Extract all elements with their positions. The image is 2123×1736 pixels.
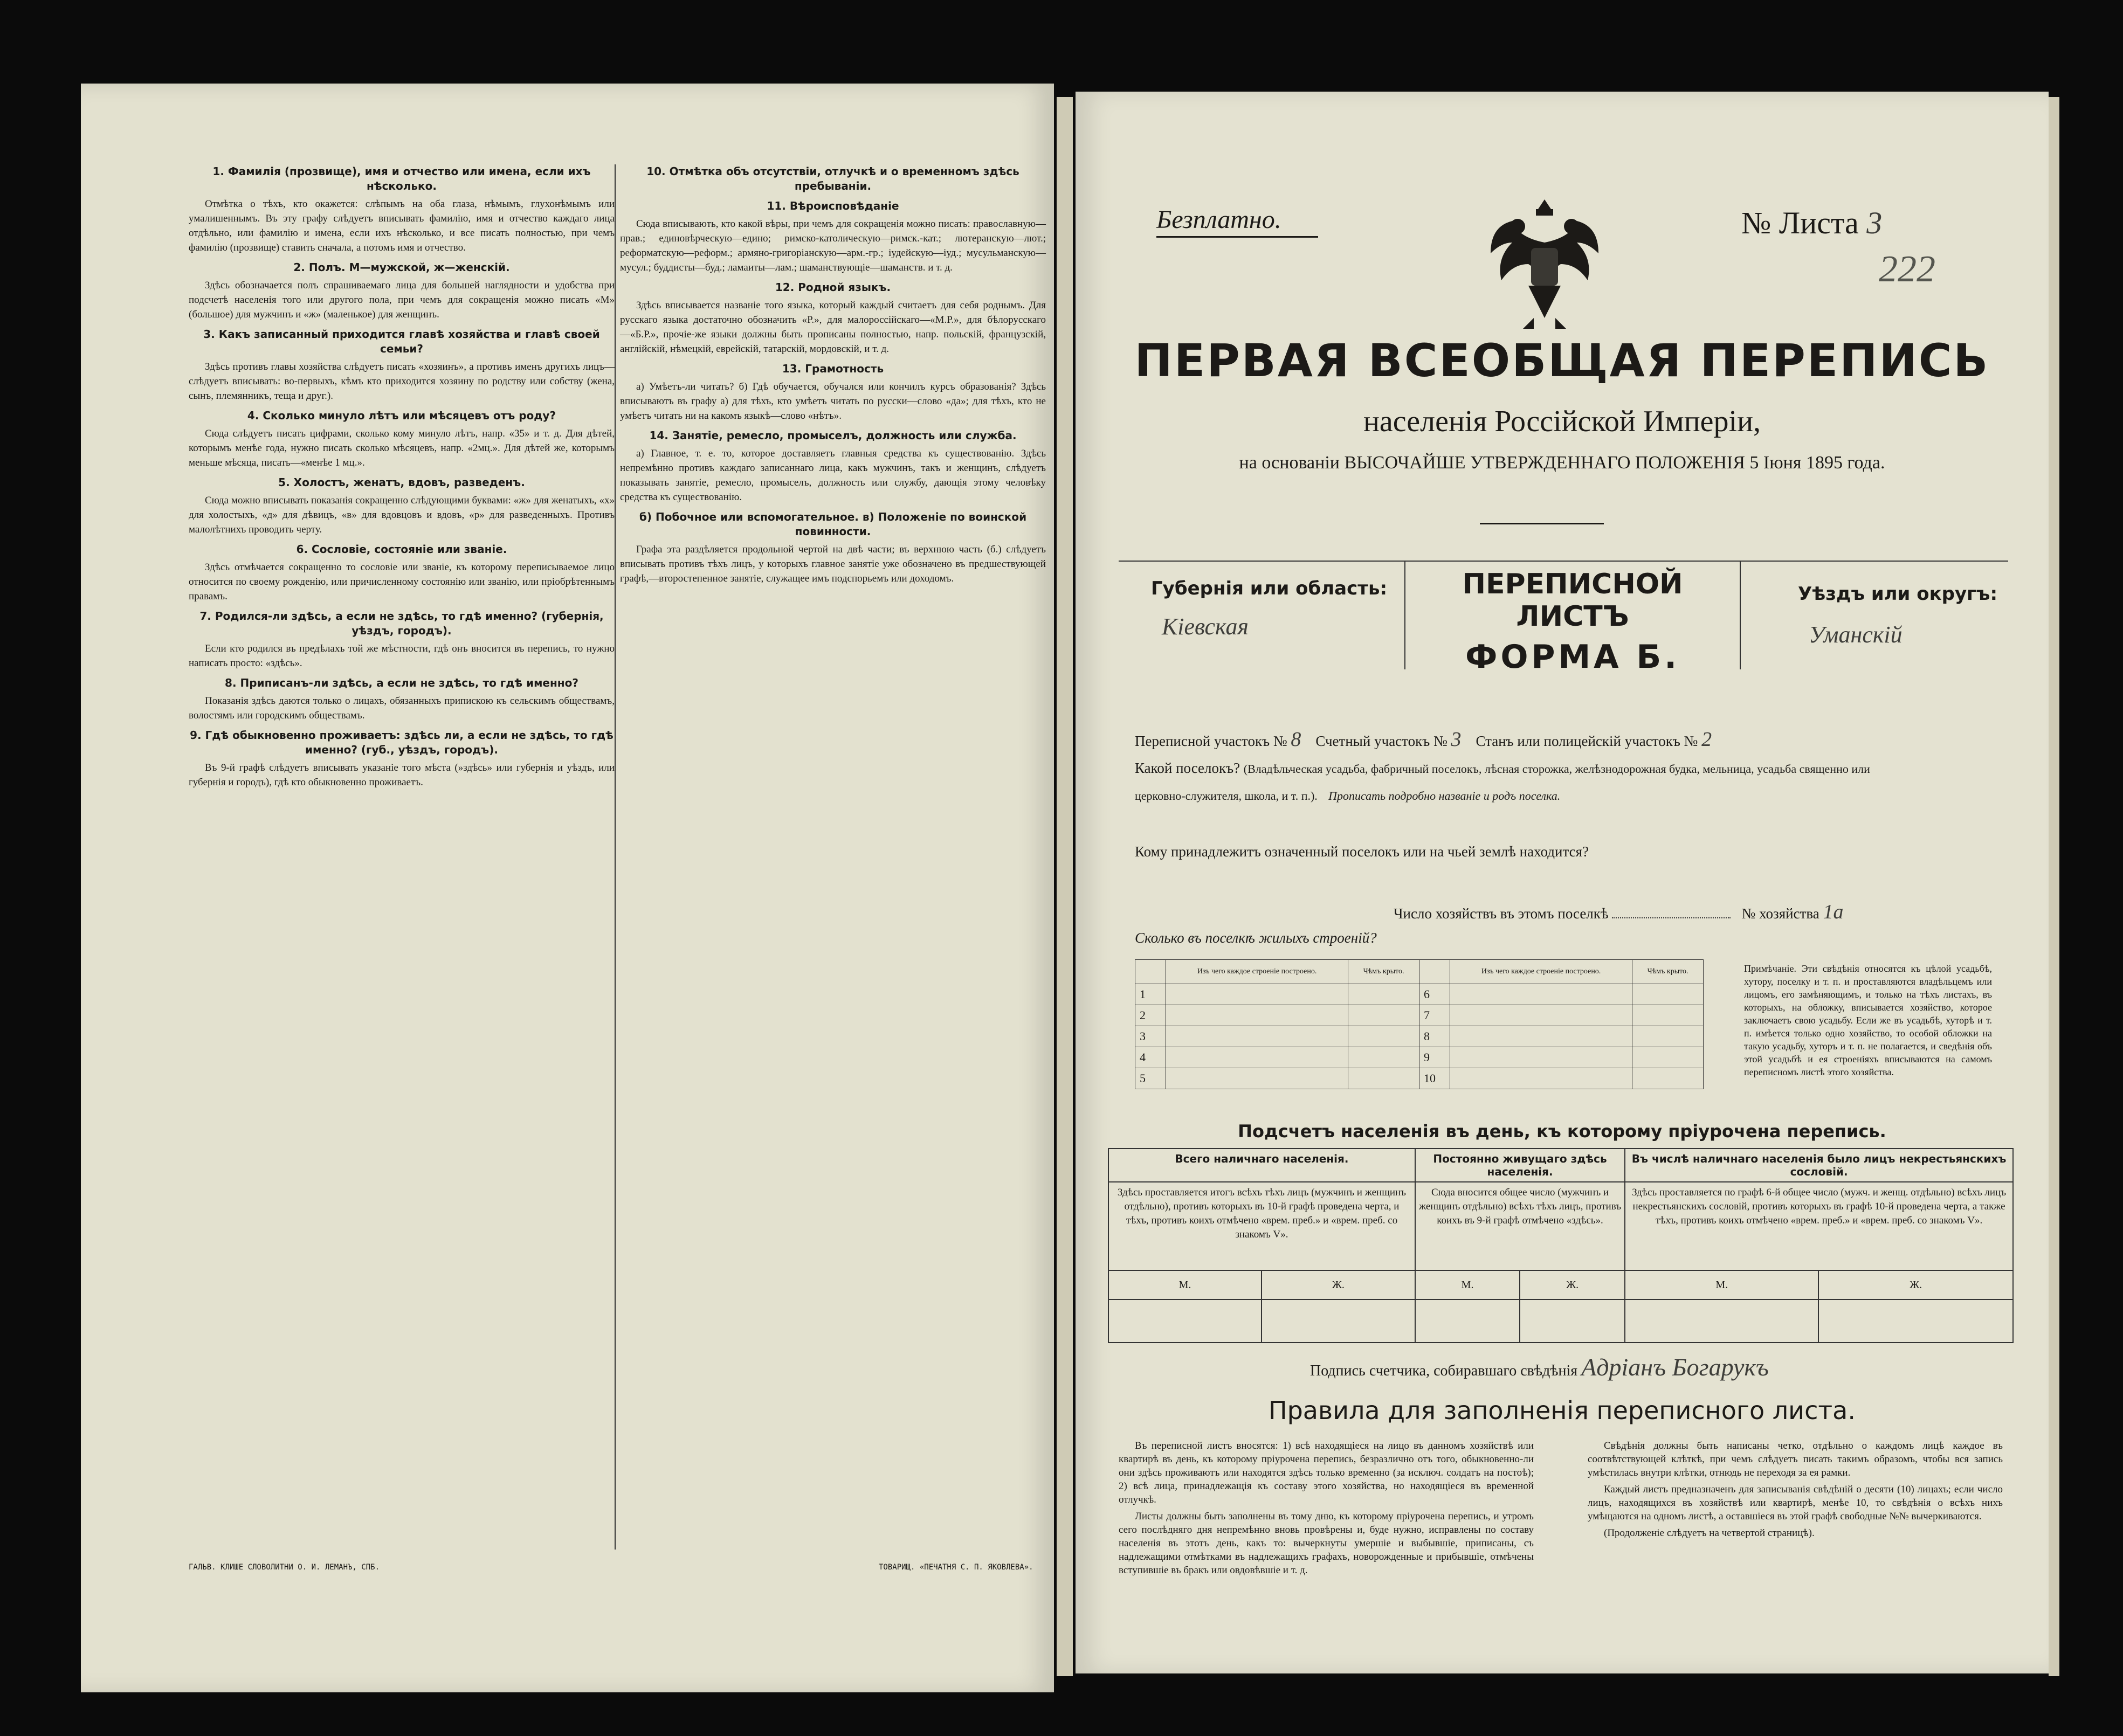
section-body: Сюда слѣдуетъ писать цифрами, сколько кому минуло лѣтъ, напр. «35» и т. д. Для дѣтей, которымъ менѣе года, нужно писать сколько мѣсяцевъ, напр. «2мц.». Для дѣтей же, которымъ меньше мѣсяца, писать—«менѣе 1 мц.». (189, 428, 615, 468)
section-heading: 3. Какъ записанный приходится главѣ хозяйства и главѣ своей семьи? (203, 328, 600, 355)
handwritten-number: 222 (1879, 248, 1935, 290)
section-body: Сюда вписывають, кто какой вѣры, при чемъ для сокращенія можно писать: православную—прав.; единовѣрческую—едино; римско-католическую—римск.-кат.; лютеранскую—лют.; реформатскую—реформ.; армяно-григоріанскую—арм.-гр.; іудейскую—іуд.; мусульманскую—мусул.; буддисты—буд.; ламаиты—лам.; шаманствующіе—шаманств. и т. д. (620, 218, 1046, 273)
section-body: Отмѣтка о тѣхъ, кто окажется: слѣпымъ на оба глаза, нѣмымъ, глухонѣмымъ или умалишеннымъ. Въ эту графу слѣдуетъ вписывать фамилію, имя и отчество каждаго лица отдѣльно, или фамилію и имена, если ихъ нѣсколько, и все писать полностью, при чемъ фамилію (прозвище) ставить сначала, а потомъ имя и отчество. (189, 198, 615, 253)
table-header: Постоянно живущаго здѣсь населенія. (1415, 1149, 1625, 1182)
census-title: ПЕРВАЯ ВСЕОБЩАЯ ПЕРЕПИСЬ (1134, 334, 1990, 387)
section-body: Показанія здѣсь даются только о лицахъ, обязанныхъ припискою къ сельскимъ обществамъ, волостямъ или городскимъ обществамъ. (189, 695, 615, 721)
left-page (81, 84, 1054, 1692)
table-cell: Ж. (1520, 1270, 1625, 1299)
buildings-line: Сколько въ поселкѣ жилыхъ строеній? (1135, 930, 1377, 946)
form-title-box (1404, 562, 1741, 676)
left-column (189, 159, 615, 794)
section-heading: 10. Отмѣтка объ отсутствіи, отлучкѣ и о временномъ здѣсь пребываніи. (646, 165, 1019, 192)
right-page (1076, 92, 2049, 1673)
double-headed-eagle-emblem (1480, 189, 1609, 334)
table-header: Въ числѣ наличнаго населенія было лицъ некрестьянскихъ сословій. (1625, 1149, 2013, 1182)
table-header: Изъ чего каждое строеніе построено. (1166, 960, 1348, 984)
census-basis: на основаніи ВЫСОЧАЙШЕ УТВЕРЖДЕННАГО ПОЛОЖЕНІЯ 5 Іюня 1895 года. (1239, 453, 1885, 473)
table-header: Чѣмъ крыто. (1632, 960, 1704, 984)
uezd-value: Уманскій (1809, 621, 1903, 648)
section-body: Здѣсь вписывается названіе того языка, который каждый считаетъ для себя роднымъ. Для русскаго языка достаточно обозначить «Р.», для малороссійскаго—«М.Р.», для бѣлорусскаго—«Б.Р.», прочіе-же языки должны быть прописаны полностью, напр. польскій, французскій, англійскій, нѣмецкій, еврейскій, татарскій, мордовскій, и т. д. (620, 300, 1046, 355)
page-edge (2049, 97, 2059, 1676)
divider (1156, 236, 1318, 238)
district-line: Переписной участокъ № 8 Счетный участокъ № 3 Станъ или полицейскій участокъ № 2 (1135, 728, 1712, 751)
rules-heading: Правила для заполненія переписного листа. (1269, 1396, 1856, 1425)
footer-right: ТОВАРИЩ. «ПЕЧАТНЯ С. П. ЯКОВЛЕВА». (879, 1563, 1033, 1572)
table-header-row (1135, 960, 1704, 984)
section-heading: 4. Сколько минуло лѣтъ или мѣсяцевъ отъ роду? (247, 409, 556, 422)
buildings-note: Примѣчаніе. Эти свѣдѣнія относятся къ цѣлой усадьбѣ, хутору, поселку и т. п. и проставляются владѣльцемъ или лицомъ, его замѣняющимъ, и только на тѣхъ листахъ, въ которыхъ, на обложку, вписывается хозяйство, которое заключаетъ свою усадьбу. Если же въ усадьбѣ, хуторѣ и т. п. имѣется только одно хозяйство, то особой обложки на такую усадьбу, хуторъ и т. п. не полагается, и сведѣнія объ этой усадьбѣ и ея строеніяхъ вписываются на самомъ переписномъ листѣ этого хозяйства. (1744, 963, 1992, 1077)
section-body: а) Умѣетъ-ли читать? б) Гдѣ обучается, обучался или кончилъ курсъ образованія? Здѣсь вписываютъ въ графу а) для тѣхъ, кто умѣетъ читать по русски—слово «да»; для тѣхъ, кто не умѣетъ читать ни на какомъ языкѣ—слово «нѣтъ». (620, 381, 1046, 421)
section-body: Если кто родился въ предѣлахъ той же мѣстности, гдѣ онъ вносится въ перепись, то нужно написать просто: «здѣсь». (189, 643, 615, 669)
rule-paragraph: Каждый листъ предназначенъ для записыванія свѣдѣній о десяти (10) лицахъ; если число лицъ, находящихся въ хозяйствѣ или квартирѣ, менѣе 10, то свѣдѣнія о всѣхъ нихъ умѣщаются на одномъ листѣ, а оставшіеся въ этой графѣ свободные №№ вычеркиваются. (1588, 1484, 2003, 1522)
section-body: Сюда можно вписывать показанія сокращенно слѣдующими буквами: «ж» для женатыхъ, «х» для холостыхъ, «д» для дѣвицъ, «в» для вдовцовъ и вдовъ, «р» для разведенныхъ. Противъ малолѣтнихъ проводить черту. (189, 495, 615, 535)
section-heading: 1. Фамилія (прозвище), имя и отчество или имена, если ихъ нѣсколько. (212, 165, 591, 192)
table-row: 5 10 (1135, 1068, 1704, 1089)
divider (1480, 523, 1604, 524)
table-cell: Сюда вносится общее число (мужчинъ и женщинъ отдѣльно) всѣхъ тѣхъ лицъ, противъ коихъ въ 9-й графѣ отмѣчено «здѣсь». (1415, 1182, 1625, 1270)
page-edge (1057, 97, 1073, 1676)
section-body: Здѣсь противъ главы хозяйства слѣдуетъ писать «хозяинъ», а противъ именъ другихъ лицъ—слѣдуетъ вписывать: во-первыхъ, кѣмъ кто приходится хозяину по родству или собству (жена, сынъ, племянникъ, теща и друг.). (189, 361, 615, 402)
uezd-label: Уѣздъ или округъ: (1798, 583, 1998, 605)
rule-paragraph: Въ переписной листъ вносятся: 1) всѣ находящіеся на лицо въ данномъ хозяйствѣ или квартирѣ въ день, къ которому пріурочена перепись, безразлично отъ того, обыкновенно-ли они здѣсь проживаютъ или находятся здѣсь только временно (за исключ. солдатъ на постоѣ); 2) всѣ лица, принадлежащія къ составу этого хозяйства, но находящіеся въ временной отлучкѣ. (1119, 1440, 1534, 1505)
rule-paragraph: Листы должны быть заполнены въ тому дню, къ которому пріурочена перепись, и утромъ сего послѣдняго дня непремѣнно вновь провѣрены и, буде нужно, исправлены по составу населенія въ этотъ день, какъ то: вычеркнуты умершіе и выбывшіе, приписаны, съ надлежащими отмѣтками въ надлежащихъ графахъ, новорожденные и прибывшіе, отмѣчены вступившіе въ бракъ или овдовѣвшіе и т. д. (1119, 1511, 1534, 1576)
table-cell: М. (1415, 1270, 1520, 1299)
rule-paragraph: (Продолженіе слѣдуетъ на четвертой страницѣ). (1604, 1527, 1815, 1539)
owner-line: Кому принадлежитъ означенный поселокъ или на чьей землѣ находится? (1135, 843, 1589, 860)
enumerator-signature: Подпись счетчика, собиравшаго свѣдѣнія Адріанъ Богарукъ (1310, 1353, 1769, 1381)
table-cell: М. (1108, 1270, 1262, 1299)
section-body: Здѣсь отмѣчается сокращенно то сословіе или званіе, къ которому переписываемое лицо относится по своему рожденію, или причисленному состоянію или званію, или пріобрѣтеннымъ правамъ. (189, 562, 615, 602)
section-body: Графа эта раздѣляется продольной чертой на двѣ части; въ верхнюю часть (б.) слѣдуетъ вписывать противъ тѣхъ лицъ, у которыхъ главное занятіе уже обозначено въ предшествующей графѣ,—второстепенное занятіе, служащее имъ подспорьемъ или доходомъ. (620, 544, 1046, 584)
table-cell: Здѣсь проставляется по графѣ 6-й общее число (мужч. и женщ. отдѣльно) всѣхъ лицъ некрестьянскихъ сословій, противъ которыхъ въ графѣ 10-й проведена черта, а также тѣхъ, противъ коихъ отмѣчено «врем. преб.» и «врем. преб. со знакомъ V». (1625, 1182, 2013, 1270)
table-cell: Здѣсь проставляется итогъ всѣхъ тѣхъ лицъ (мужчинъ и женщинъ отдѣльно), противъ которыхъ въ 10-й графѣ проведена черта, и тѣхъ, противъ коихъ отмѣчено «врем. преб.» и «врем. преб. со знакомъ V». (1108, 1182, 1415, 1270)
section-heading: 14. Занятіе, ремесло, промыселъ, должность или служба. (649, 429, 1017, 442)
section-heading: 6. Сословіе, состояніе или званіе. (296, 543, 507, 556)
table-row: 3 8 (1135, 1026, 1704, 1047)
table-row: 1 6 (1135, 984, 1704, 1005)
column-divider (615, 164, 616, 1550)
section-heading: б) Побочное или вспомогательное. в) Положеніе по воинской повинности. (639, 510, 1027, 538)
section-heading: 7. Родился-ли здѣсь, а если не здѣсь, то гдѣ именно? (губернія, уѣздъ, городъ). (199, 610, 604, 637)
form-header (1119, 561, 2008, 702)
table-header: Изъ чего каждое строеніе построено. (1450, 960, 1632, 984)
rule-paragraph: Свѣдѣнія должны быть написаны четко, отдѣльно о каждомъ лицѣ каждое въ соотвѣтствующей клѣткѣ, при чемъ слѣдуетъ писать такимъ образомъ, чтобы вся запись умѣстилась внутри клѣтки, отнюдь не переходя за ея рамки. (1588, 1440, 2003, 1478)
section-heading: 12. Родной языкъ. (775, 281, 891, 294)
settlement-line: Какой поселокъ? (Владѣльческая усадьба, фабричный поселокъ, лѣсная сторожка, желѣзнодорожная будка, мельница, усадьба священно или (1135, 760, 1870, 776)
table-header: Всего наличнаго населенія. (1108, 1149, 1415, 1182)
table-row: 2 7 (1135, 1005, 1704, 1026)
rules-right-column (1588, 1439, 2003, 1543)
census-subtitle: населенія Россійской Имперіи, (1363, 405, 1761, 438)
free-label: Безплатно. (1156, 205, 1281, 234)
table-header: Чѣмъ крыто. (1348, 960, 1419, 984)
form-title: ПЕРЕПИСНОЙ ЛИСТЪ (1462, 568, 1683, 633)
households-line: Число хозяйствъ въ этомъ поселкѣ № хозяйства 1а (1394, 901, 1844, 923)
section-heading: 2. Полъ. М—мужской, ж—женскій. (293, 261, 510, 274)
section-body: Въ 9-й графѣ слѣдуетъ вписывать указаніе того мѣста (»здѣсь» или губернія и уѣздъ, или губернія и городъ), гдѣ кто обыкновенно проживаетъ. (189, 762, 615, 788)
section-heading: 13. Грамотность (782, 362, 884, 375)
gubernia-label: Губернія или область: (1151, 578, 1388, 599)
section-heading: 11. Вѣроисповѣданіе (767, 199, 899, 212)
settlement-hint: церковно-служителя, школа, и т. п.). Прописать подробно названіе и родъ поселка. (1135, 789, 1561, 803)
form-subtitle: ФОРМА Б. (1465, 638, 1680, 676)
table-row: 4 9 (1135, 1047, 1704, 1068)
right-column (620, 159, 1046, 590)
rules-left-column (1119, 1439, 1534, 1580)
section-heading: 9. Гдѣ обыкновенно проживаетъ: здѣсь ли, а если не здѣсь, то гдѣ именно? (губ., уѣздъ, городъ). (190, 729, 614, 756)
table-cell: Ж. (1262, 1270, 1415, 1299)
buildings-table (1135, 959, 1704, 1089)
gubernia-value: Кіевская (1162, 613, 1249, 640)
population-count-heading: Подсчетъ населенія въ день, къ которому пріурочена перепись. (1238, 1121, 1886, 1142)
section-body: Здѣсь обозначается полъ спрашиваемаго лица для большей наглядности и удобства при подсчетѣ населенія того или другого пола, при чемъ для сокращенія можно писать «М» (большое) для мужчинъ и «ж» (маленькое) для женщинъ. (189, 280, 615, 320)
table-cell: Ж. (1818, 1270, 2013, 1299)
section-heading: 5. Холостъ, женатъ, вдовъ, разведенъ. (278, 476, 525, 489)
footer-left: ГАЛЬВ. КЛИШЕ СЛОВОЛИТНИ О. И. ЛЕМАНЪ, СПБ. (189, 1563, 380, 1572)
sheet-number: № Листа 3 (1741, 205, 1883, 240)
section-heading: 8. Приписанъ-ли здѣсь, а если не здѣсь, то гдѣ именно? (225, 676, 578, 689)
table-cell: М. (1625, 1270, 1818, 1299)
population-table (1108, 1148, 2014, 1343)
section-body: а) Главное, т. е. то, которое доставляетъ главныя средства къ существованію. Здѣсь непремѣнно противъ каждаго записаннаго лица, какъ мужчинъ, такъ и женщинъ, слѣдуетъ показывать занятіе, ремесло, промыселъ, должность или службу, дающія этому человѣку средства къ существованію. (620, 448, 1046, 503)
